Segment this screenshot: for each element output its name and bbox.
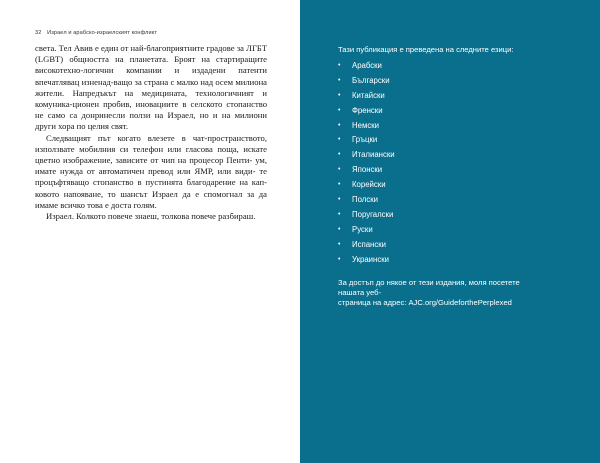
running-head-title: Израел и арабско-израелският конфликт xyxy=(47,30,158,36)
language-label: Италиански xyxy=(352,150,395,160)
bullet-icon: • xyxy=(338,166,341,174)
list-item xyxy=(338,253,558,268)
list-item xyxy=(338,104,558,119)
list-item xyxy=(338,208,558,223)
access-note-line-3: страница на адрес: AJC.org/GuideforthePerplexed xyxy=(338,297,512,307)
list-item xyxy=(338,119,558,134)
language-label: Френски xyxy=(352,105,383,115)
list-item xyxy=(338,193,558,208)
list-item xyxy=(338,74,558,89)
bullet-icon: • xyxy=(338,196,341,204)
language-label: Арабски xyxy=(352,61,382,70)
bullet-icon: • xyxy=(338,151,341,159)
bullet-icon: • xyxy=(338,225,341,233)
access-note-line-1: За достъп до някое от тези издания, моля посетете xyxy=(338,278,520,287)
list-item xyxy=(338,59,558,74)
bullet-icon: • xyxy=(338,210,341,218)
languages-intro: Тази публикация е преведена на следните езици: xyxy=(338,45,514,54)
access-note-line-2: нашата уеб- xyxy=(338,287,382,297)
list-item xyxy=(338,133,558,148)
bullet-icon: • xyxy=(338,76,341,84)
language-label: Испански xyxy=(352,239,387,249)
list-item xyxy=(338,163,558,178)
running-head xyxy=(35,30,157,36)
list-item xyxy=(338,89,558,104)
body-text xyxy=(35,43,267,222)
language-label: Украински xyxy=(352,254,390,264)
language-label: Български xyxy=(352,75,390,85)
access-note xyxy=(338,278,553,307)
language-label: Полски xyxy=(352,195,378,205)
paragraph-2: Следващият път когато влезете в чат-пространството, използвате мобилния си телефон или гласова поща, искате цветно изображение, зависите от чип на процесор Пенти- ум, имате нужда от автоматичен превод или ЯМР, или види- те процъфтяващо стопанство в пустинята благодарение на кап-ковото напояване, то шансът Израел да е спомогнал за да имаме всичко това е доста голям. xyxy=(35,132,267,210)
languages-list xyxy=(338,59,558,267)
bullet-icon: • xyxy=(338,62,341,69)
language-label: Гръцки xyxy=(352,135,378,145)
list-item xyxy=(338,238,558,253)
bullet-icon: • xyxy=(338,121,341,129)
language-label: Китайски xyxy=(352,90,385,100)
right-page xyxy=(300,0,600,463)
language-label: Корейски xyxy=(352,180,386,190)
language-label: Японски xyxy=(352,165,383,175)
bullet-icon: • xyxy=(338,106,341,114)
bullet-icon: • xyxy=(338,136,341,144)
list-item xyxy=(338,223,558,238)
bullet-icon: • xyxy=(338,91,341,99)
language-label: Поругалски xyxy=(352,209,394,219)
paragraph-1: света. Тел Авив е един от най-благоприятните градове за ЛГБТ (LGBT) общността на планетата. Броят на стартиращите високотехно-логични компании и издадени патенти впечатлявац изненад-ващо за страна с малко над осем милиона жители. Напредъкът на медицината, технологичният и комуника-ционен пробив, иновациите в селското стопанство не само са донринесли ползи на Израел, но и на милиони други хора по целия свят. xyxy=(35,43,267,132)
bullet-icon: • xyxy=(338,255,341,263)
list-item xyxy=(338,178,558,193)
list-item xyxy=(338,148,558,163)
page-number: 32 xyxy=(35,30,42,36)
bullet-icon: • xyxy=(338,181,341,189)
language-label: Немски xyxy=(352,120,379,130)
bullet-icon: • xyxy=(338,240,341,248)
paragraph-3: Израел. Колкото повече знаеш, толкова повече разбираш. xyxy=(46,211,256,222)
language-label: Руски xyxy=(352,224,373,234)
